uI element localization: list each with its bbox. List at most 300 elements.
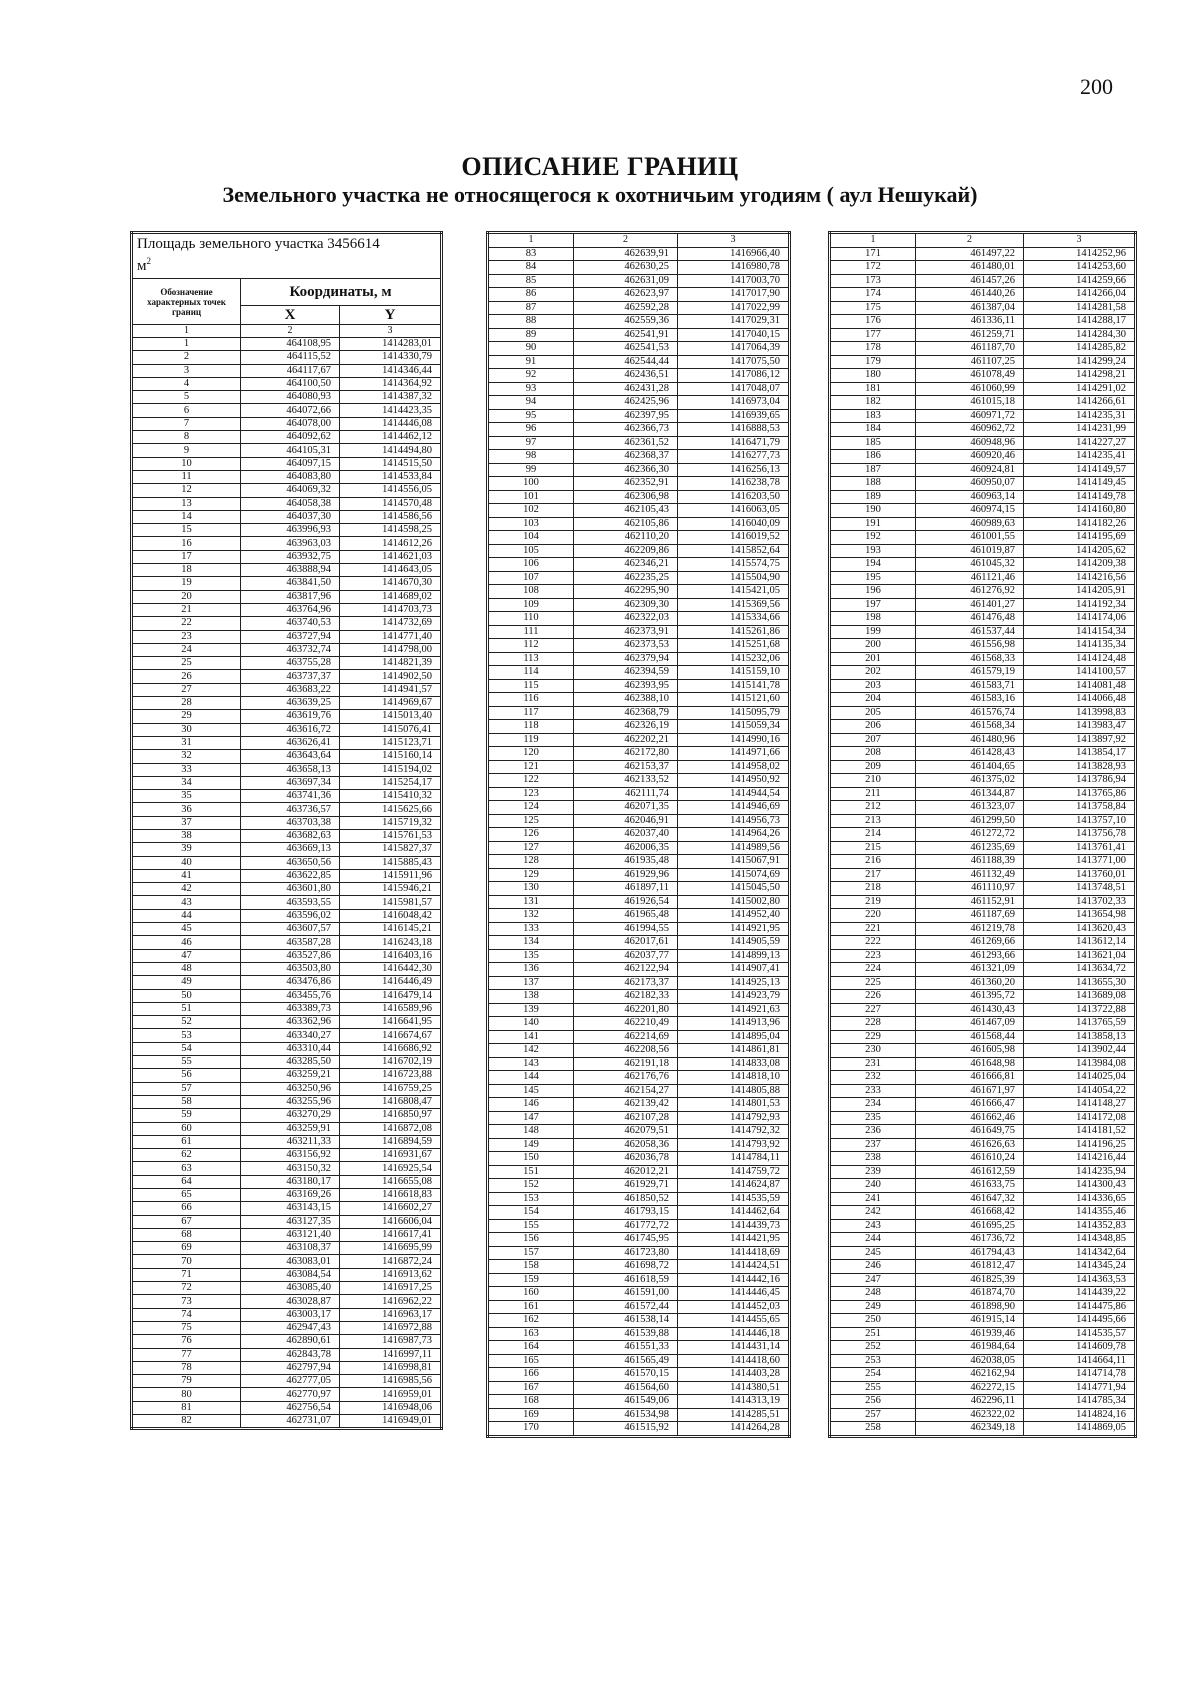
table-row (488, 679, 790, 693)
y-coordinate-cell: 1415232,06 (678, 652, 790, 666)
y-coordinate-cell: 1415946,21 (339, 883, 441, 896)
point-number-cell: 193 (830, 544, 916, 558)
y-coordinate-cell: 1413689,08 (1024, 990, 1136, 1004)
y-coordinate-cell: 1416479,14 (339, 989, 441, 1002)
table-row (830, 936, 1136, 950)
x-coordinate-cell: 463084,54 (241, 1268, 340, 1281)
x-coordinate-cell: 461793,15 (574, 1206, 678, 1220)
y-coordinate-cell: 1414869,05 (1024, 1422, 1136, 1437)
x-coordinate-cell: 463764,96 (241, 603, 340, 616)
table-row (132, 537, 442, 550)
x-coordinate-cell: 461375,02 (916, 774, 1024, 788)
point-number-cell: 99 (488, 463, 574, 477)
point-number-cell: 173 (830, 274, 916, 288)
x-coordinate-cell: 462393,95 (574, 679, 678, 693)
x-coordinate-cell: 462373,53 (574, 639, 678, 653)
y-coordinate-cell: 1414664,11 (1024, 1354, 1136, 1368)
point-number-cell: 23 (132, 630, 241, 643)
x-coordinate-cell: 462346,21 (574, 558, 678, 572)
x-coordinate-cell: 463996,93 (241, 524, 340, 537)
table-row (488, 1017, 790, 1031)
point-number-cell: 221 (830, 922, 916, 936)
point-number-cell: 255 (830, 1381, 916, 1395)
point-number-cell: 202 (830, 666, 916, 680)
y-coordinate-cell: 1417048,07 (678, 382, 790, 396)
table-row (132, 976, 442, 989)
table-row (830, 247, 1136, 261)
y-coordinate-cell: 1414288,17 (1024, 315, 1136, 329)
table-row (488, 1300, 790, 1314)
y-coordinate-cell: 1416617,41 (339, 1228, 441, 1241)
y-coordinate-cell: 1416931,67 (339, 1149, 441, 1162)
x-coordinate-cell: 461344,87 (916, 787, 1024, 801)
y-coordinate-cell: 1414149,45 (1024, 477, 1136, 491)
x-coordinate-cell: 463619,76 (241, 710, 340, 723)
table-row (132, 697, 442, 710)
point-number-cell: 29 (132, 710, 241, 723)
table-row (488, 436, 790, 450)
y-coordinate-cell: 1415160,14 (339, 750, 441, 763)
table-row (132, 550, 442, 563)
point-number-cell: 235 (830, 1111, 916, 1125)
y-coordinate-cell: 1414714,78 (1024, 1368, 1136, 1382)
y-coordinate-cell: 1414342,64 (1024, 1246, 1136, 1260)
table-row (830, 261, 1136, 275)
point-number-cell: 192 (830, 531, 916, 545)
table-row (132, 1135, 442, 1148)
point-number-cell: 191 (830, 517, 916, 531)
x-coordinate-cell: 462154,27 (574, 1084, 678, 1098)
point-number-cell: 18 (132, 564, 241, 577)
table-row (830, 288, 1136, 302)
table-row (132, 829, 442, 842)
y-coordinate-cell: 1415067,91 (678, 855, 790, 869)
y-coordinate-cell: 1417022,99 (678, 301, 790, 315)
table-row (132, 670, 442, 683)
x-coordinate-cell: 461534,98 (574, 1408, 678, 1422)
y-coordinate-cell: 1416959,01 (339, 1388, 441, 1401)
x-coordinate-cell: 460920,46 (916, 450, 1024, 464)
y-coordinate-cell: 1413722,88 (1024, 1003, 1136, 1017)
x-coordinate-cell: 461572,44 (574, 1300, 678, 1314)
x-coordinate-cell: 464100,50 (241, 377, 340, 390)
x-coordinate-cell: 462038,05 (916, 1354, 1024, 1368)
y-coordinate-cell: 1415719,32 (339, 816, 441, 829)
x-coordinate-cell: 462037,77 (574, 949, 678, 963)
x-coordinate-cell: 461430,43 (916, 1003, 1024, 1017)
point-number-cell: 42 (132, 883, 241, 896)
point-number-cell: 236 (830, 1125, 916, 1139)
y-coordinate-cell: 1416256,13 (678, 463, 790, 477)
y-coordinate-cell: 1413983,47 (1024, 720, 1136, 734)
table-row (488, 760, 790, 774)
table-row (830, 436, 1136, 450)
point-number-cell: 95 (488, 409, 574, 423)
table-row (132, 1042, 442, 1055)
table-row (488, 1084, 790, 1098)
y-coordinate-cell: 1413758,84 (1024, 801, 1136, 815)
y-coordinate-cell: 1416674,67 (339, 1029, 441, 1042)
table-row (132, 417, 442, 430)
x-coordinate-cell: 463108,37 (241, 1242, 340, 1255)
point-number-cell: 24 (132, 643, 241, 656)
y-coordinate-cell: 1416985,56 (339, 1375, 441, 1388)
table-row (830, 1219, 1136, 1233)
table-row (488, 247, 790, 261)
point-number-cell: 118 (488, 720, 574, 734)
table-row (488, 787, 790, 801)
y-coordinate-cell: 1414216,56 (1024, 571, 1136, 585)
point-number-cell: 254 (830, 1368, 916, 1382)
area-label: Площадь земельного участка 3456614 (137, 236, 380, 252)
y-coordinate-cell: 1416980,78 (678, 261, 790, 275)
x-coordinate-cell: 461825,39 (916, 1273, 1024, 1287)
x-coordinate-cell: 460974,15 (916, 504, 1024, 518)
x-coordinate-cell: 461939,46 (916, 1327, 1024, 1341)
table-row (488, 477, 790, 491)
y-coordinate-cell: 1414281,58 (1024, 301, 1136, 315)
point-number-cell: 247 (830, 1273, 916, 1287)
point-number-cell: 81 (132, 1401, 241, 1414)
table-row (132, 736, 442, 749)
table-row (830, 477, 1136, 491)
x-coordinate-cell: 462436,51 (574, 369, 678, 383)
y-coordinate-cell: 1416962,22 (339, 1295, 441, 1308)
y-coordinate-cell: 1413748,51 (1024, 882, 1136, 896)
y-coordinate-cell: 1414196,25 (1024, 1138, 1136, 1152)
table-row (488, 301, 790, 315)
x-coordinate-cell: 462425,96 (574, 396, 678, 410)
x-coordinate-cell: 461235,69 (916, 841, 1024, 855)
y-coordinate-cell: 1414313,19 (678, 1395, 790, 1409)
y-coordinate-cell: 1416723,88 (339, 1069, 441, 1082)
column-number: 2 (574, 233, 678, 248)
point-number-cell: 155 (488, 1219, 574, 1233)
x-coordinate-cell: 463180,17 (241, 1175, 340, 1188)
table-row (830, 1246, 1136, 1260)
table-row (830, 612, 1136, 626)
y-coordinate-cell: 1414209,38 (1024, 558, 1136, 572)
y-coordinate-cell: 1414231,99 (1024, 423, 1136, 437)
table-row (488, 274, 790, 288)
y-coordinate-cell: 1414439,73 (678, 1219, 790, 1233)
point-number-cell: 171 (830, 247, 916, 261)
y-coordinate-cell: 1414160,80 (1024, 504, 1136, 518)
point-number-cell: 227 (830, 1003, 916, 1017)
point-number-cell: 84 (488, 261, 574, 275)
point-number-cell: 68 (132, 1228, 241, 1241)
column-number: 2 (241, 325, 340, 338)
point-number-cell: 148 (488, 1125, 574, 1139)
y-coordinate-cell: 1416048,42 (339, 909, 441, 922)
point-number-cell: 218 (830, 882, 916, 896)
point-number-cell: 213 (830, 814, 916, 828)
point-number-cell: 34 (132, 776, 241, 789)
y-coordinate-cell: 1414801,53 (678, 1098, 790, 1112)
point-number-cell: 11 (132, 470, 241, 483)
x-coordinate-cell: 461591,00 (574, 1287, 678, 1301)
point-number-cell: 160 (488, 1287, 574, 1301)
y-coordinate-cell: 1415504,90 (678, 571, 790, 585)
y-coordinate-cell: 1414950,92 (678, 774, 790, 788)
x-coordinate-cell: 461152,91 (916, 895, 1024, 909)
x-coordinate-cell: 464083,80 (241, 470, 340, 483)
y-coordinate-cell: 1414533,84 (339, 470, 441, 483)
table-row (132, 1202, 442, 1215)
y-coordinate-cell: 1414380,51 (678, 1381, 790, 1395)
x-coordinate-cell: 462366,30 (574, 463, 678, 477)
point-number-cell: 15 (132, 524, 241, 537)
table-row (132, 1215, 442, 1228)
y-coordinate-cell: 1415625,66 (339, 803, 441, 816)
x-coordinate-cell: 461662,46 (916, 1111, 1024, 1125)
y-coordinate-cell: 1414621,03 (339, 550, 441, 563)
x-coordinate-cell: 464115,52 (241, 351, 340, 364)
table-row (132, 577, 442, 590)
table-row (132, 1016, 442, 1029)
table-row (830, 1395, 1136, 1409)
x-coordinate-cell: 461440,26 (916, 288, 1024, 302)
point-number-cell: 210 (830, 774, 916, 788)
y-coordinate-cell: 1416997,11 (339, 1348, 441, 1361)
x-coordinate-cell: 463932,75 (241, 550, 340, 563)
x-coordinate-cell: 461480,96 (916, 733, 1024, 747)
x-coordinate-cell: 460989,63 (916, 517, 1024, 531)
point-number-cell: 224 (830, 963, 916, 977)
point-number-cell: 147 (488, 1111, 574, 1125)
y-coordinate-cell: 1415059,34 (678, 720, 790, 734)
y-coordinate-cell: 1415852,64 (678, 544, 790, 558)
point-number-cell: 240 (830, 1179, 916, 1193)
point-number-cell: 5 (132, 391, 241, 404)
point-number-cell: 200 (830, 639, 916, 653)
y-coordinate-cell: 1414921,95 (678, 922, 790, 936)
x-coordinate-cell: 463601,80 (241, 883, 340, 896)
point-number-cell: 198 (830, 612, 916, 626)
column-number: 3 (339, 325, 441, 338)
x-coordinate-cell: 461001,55 (916, 531, 1024, 545)
x-coordinate-cell: 462295,90 (574, 585, 678, 599)
y-coordinate-cell: 1416987,73 (339, 1335, 441, 1348)
y-coordinate-cell: 1416641,95 (339, 1016, 441, 1029)
header-coordinates: Координаты, м (241, 279, 442, 306)
point-number-cell: 188 (830, 477, 916, 491)
point-number-cell: 17 (132, 550, 241, 563)
x-coordinate-cell: 461539,88 (574, 1327, 678, 1341)
header-point-designation: Обозначение характерных точек границ (132, 279, 241, 325)
y-coordinate-cell: 1414100,57 (1024, 666, 1136, 680)
table-row (830, 922, 1136, 936)
x-coordinate-cell: 463156,92 (241, 1149, 340, 1162)
y-coordinate-cell: 1414805,88 (678, 1084, 790, 1098)
table-row (830, 1314, 1136, 1328)
point-number-cell: 154 (488, 1206, 574, 1220)
y-coordinate-cell: 1413620,43 (1024, 922, 1136, 936)
table-row (132, 617, 442, 630)
y-coordinate-cell: 1413902,44 (1024, 1044, 1136, 1058)
x-coordinate-cell: 461404,65 (916, 760, 1024, 774)
table-row (830, 1368, 1136, 1382)
x-coordinate-cell: 462592,28 (574, 301, 678, 315)
point-number-cell: 144 (488, 1071, 574, 1085)
table-row (132, 564, 442, 577)
table-row (132, 351, 442, 364)
point-number-cell: 6 (132, 404, 241, 417)
x-coordinate-cell: 461467,09 (916, 1017, 1024, 1031)
y-coordinate-cell: 1416203,50 (678, 490, 790, 504)
x-coordinate-cell: 462058,36 (574, 1138, 678, 1152)
table-row (132, 1361, 442, 1374)
table-row (488, 922, 790, 936)
y-coordinate-cell: 1414421,95 (678, 1233, 790, 1247)
point-number-cell: 7 (132, 417, 241, 430)
x-coordinate-cell: 461994,55 (574, 922, 678, 936)
table-row (488, 828, 790, 842)
x-coordinate-cell: 461401,27 (916, 598, 1024, 612)
point-number-cell: 201 (830, 652, 916, 666)
table-row (830, 625, 1136, 639)
x-coordinate-cell: 463963,03 (241, 537, 340, 550)
point-number-cell: 128 (488, 855, 574, 869)
x-coordinate-cell: 462623,97 (574, 288, 678, 302)
table-row (132, 1029, 442, 1042)
point-number-cell: 250 (830, 1314, 916, 1328)
x-coordinate-cell: 463607,57 (241, 923, 340, 936)
y-coordinate-cell: 1415123,71 (339, 736, 441, 749)
x-coordinate-cell: 461671,97 (916, 1084, 1024, 1098)
y-coordinate-cell: 1414792,32 (678, 1125, 790, 1139)
point-number-cell: 64 (132, 1175, 241, 1188)
table-row (830, 868, 1136, 882)
x-coordinate-cell: 461583,71 (916, 679, 1024, 693)
x-coordinate-cell: 463658,13 (241, 763, 340, 776)
x-coordinate-cell: 461897,11 (574, 882, 678, 896)
point-number-cell: 85 (488, 274, 574, 288)
table-row (132, 1228, 442, 1241)
y-coordinate-cell: 1416403,16 (339, 949, 441, 962)
point-number-cell: 179 (830, 355, 916, 369)
table-row (830, 1206, 1136, 1220)
x-coordinate-cell: 463727,94 (241, 630, 340, 643)
table-row (488, 463, 790, 477)
y-coordinate-cell: 1416894,59 (339, 1135, 441, 1148)
y-coordinate-cell: 1414192,34 (1024, 598, 1136, 612)
table-row (830, 517, 1136, 531)
table-row (132, 883, 442, 896)
x-coordinate-cell: 462309,30 (574, 598, 678, 612)
coordinates-table-middle (486, 231, 791, 1438)
point-number-cell: 66 (132, 1202, 241, 1215)
point-number-cell: 108 (488, 585, 574, 599)
point-number-cell: 60 (132, 1122, 241, 1135)
point-number-cell: 151 (488, 1165, 574, 1179)
table-row (488, 1381, 790, 1395)
point-number-cell: 146 (488, 1098, 574, 1112)
table-row (132, 1268, 442, 1281)
point-number-cell: 138 (488, 990, 574, 1004)
x-coordinate-cell: 462111,74 (574, 787, 678, 801)
y-coordinate-cell: 1414969,67 (339, 697, 441, 710)
point-number-cell: 65 (132, 1189, 241, 1202)
point-number-cell: 159 (488, 1273, 574, 1287)
point-number-cell: 170 (488, 1422, 574, 1437)
x-coordinate-cell: 461626,63 (916, 1138, 1024, 1152)
x-coordinate-cell: 461480,01 (916, 261, 1024, 275)
x-coordinate-cell: 463255,96 (241, 1095, 340, 1108)
x-coordinate-cell: 461078,49 (916, 369, 1024, 383)
point-number-cell: 252 (830, 1341, 916, 1355)
x-coordinate-cell: 463455,76 (241, 989, 340, 1002)
point-number-cell: 125 (488, 814, 574, 828)
y-coordinate-cell: 1416759,25 (339, 1082, 441, 1095)
point-number-cell: 49 (132, 976, 241, 989)
x-coordinate-cell: 461360,20 (916, 976, 1024, 990)
point-number-cell: 256 (830, 1395, 916, 1409)
point-number-cell: 114 (488, 666, 574, 680)
x-coordinate-cell: 462890,61 (241, 1335, 340, 1348)
y-coordinate-cell: 1414570,48 (339, 497, 441, 510)
point-number-cell: 123 (488, 787, 574, 801)
point-number-cell: 208 (830, 747, 916, 761)
table-row (830, 976, 1136, 990)
table-row (830, 355, 1136, 369)
x-coordinate-cell: 463703,38 (241, 816, 340, 829)
y-coordinate-cell: 1416939,65 (678, 409, 790, 423)
y-coordinate-cell: 1416702,19 (339, 1056, 441, 1069)
table-row (830, 1327, 1136, 1341)
y-coordinate-cell: 1414556,05 (339, 484, 441, 497)
table-row (830, 1138, 1136, 1152)
table-row (830, 909, 1136, 923)
y-coordinate-cell: 1415254,17 (339, 776, 441, 789)
table-row (132, 1082, 442, 1095)
table-row (830, 652, 1136, 666)
point-number-cell: 69 (132, 1242, 241, 1255)
table-row (830, 1057, 1136, 1071)
y-coordinate-cell: 1414346,44 (339, 364, 441, 377)
point-number-cell: 223 (830, 949, 916, 963)
point-number-cell: 248 (830, 1287, 916, 1301)
table-row (830, 841, 1136, 855)
table-row (830, 450, 1136, 464)
column-number: 3 (1024, 233, 1136, 248)
point-number-cell: 59 (132, 1109, 241, 1122)
y-coordinate-cell: 1414792,93 (678, 1111, 790, 1125)
point-number-cell: 67 (132, 1215, 241, 1228)
x-coordinate-cell: 461698,72 (574, 1260, 678, 1274)
table-row (488, 1395, 790, 1409)
point-number-cell: 35 (132, 790, 241, 803)
table-row (132, 470, 442, 483)
x-coordinate-cell: 461269,66 (916, 936, 1024, 950)
table-row (830, 1300, 1136, 1314)
x-coordinate-cell: 463593,55 (241, 896, 340, 909)
table-row (488, 1071, 790, 1085)
x-coordinate-cell: 462541,91 (574, 328, 678, 342)
x-coordinate-cell: 462110,20 (574, 531, 678, 545)
point-number-cell: 220 (830, 909, 916, 923)
table-row (132, 1189, 442, 1202)
point-number-cell: 47 (132, 949, 241, 962)
x-coordinate-cell: 462322,02 (916, 1408, 1024, 1422)
x-coordinate-cell: 461850,52 (574, 1192, 678, 1206)
y-coordinate-cell: 1416618,83 (339, 1189, 441, 1202)
point-number-cell: 106 (488, 558, 574, 572)
table-row (830, 1179, 1136, 1193)
point-number-cell: 40 (132, 856, 241, 869)
x-coordinate-cell: 461293,66 (916, 949, 1024, 963)
point-number-cell: 142 (488, 1044, 574, 1058)
